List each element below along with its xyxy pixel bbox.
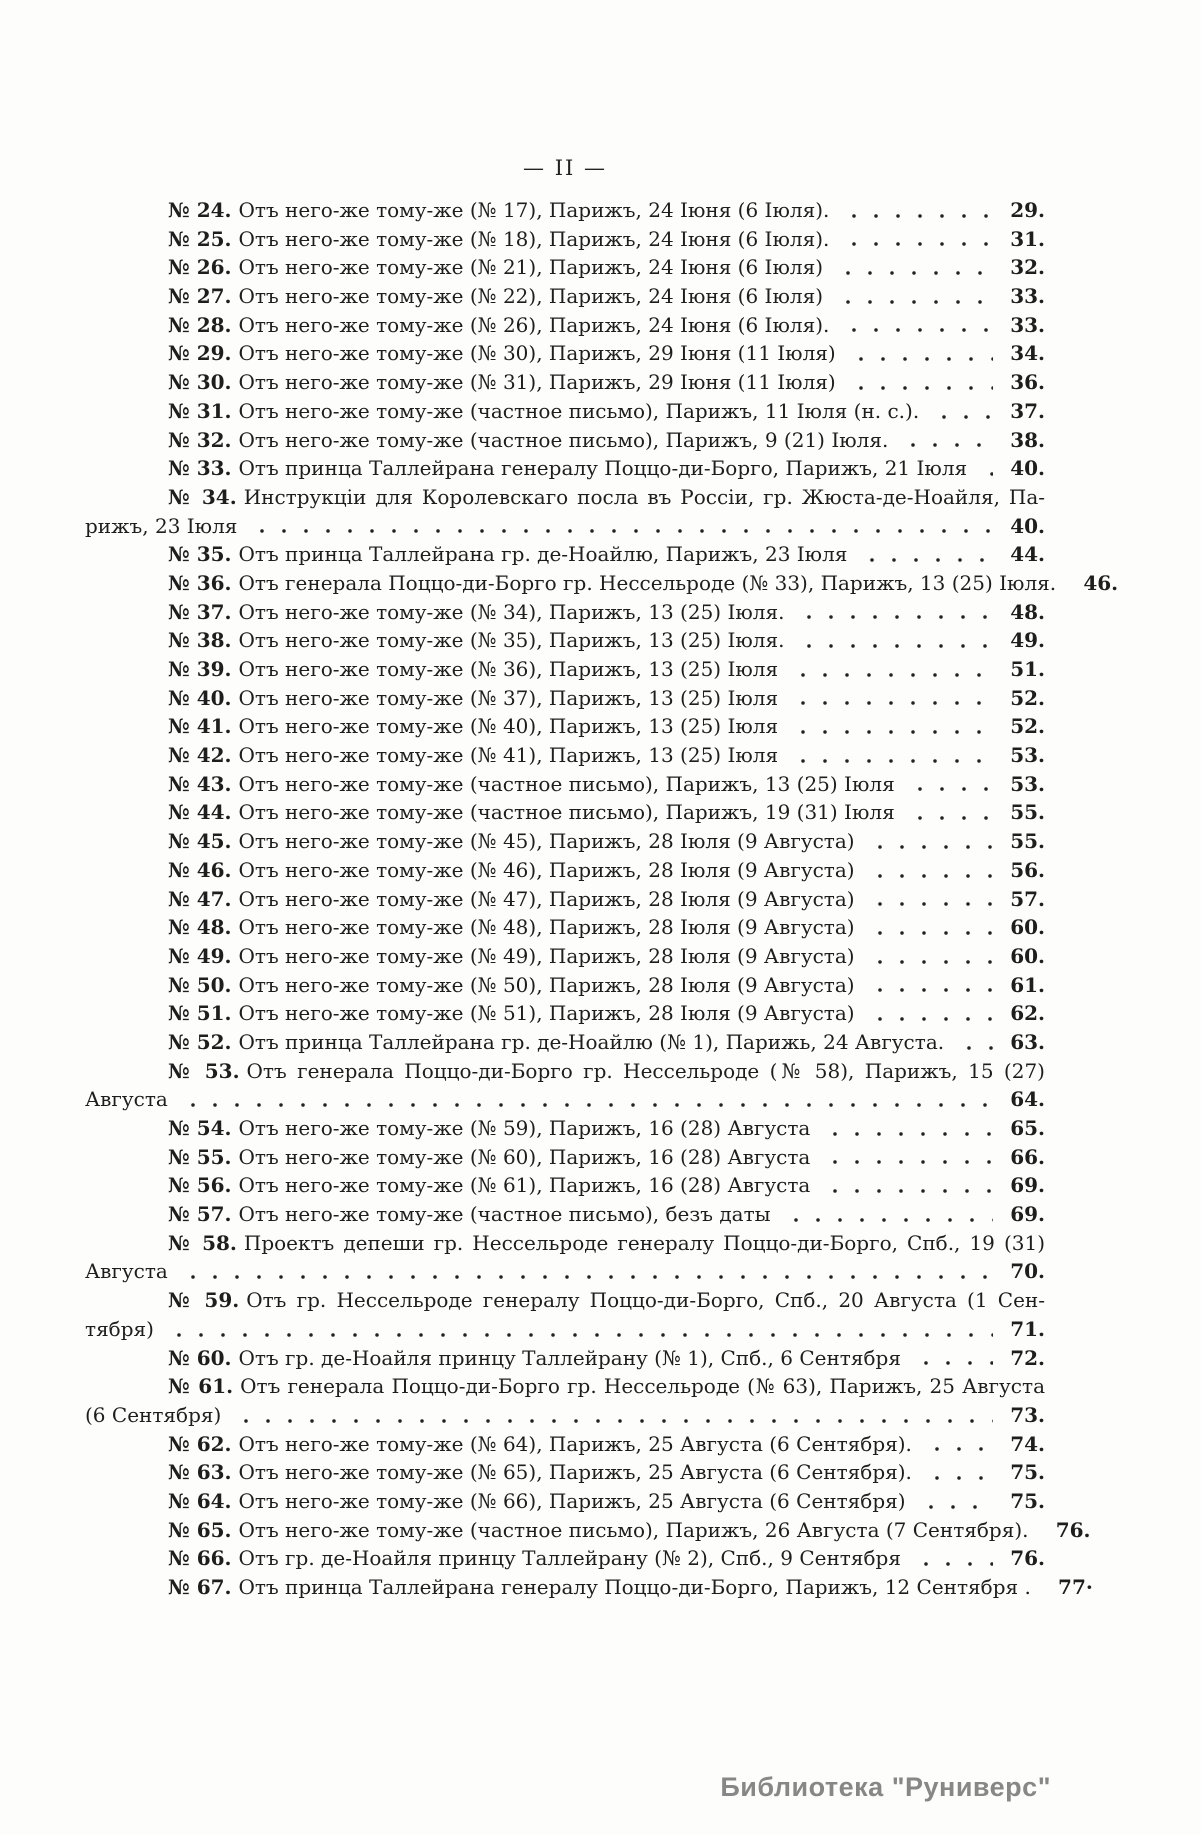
- entry-text: Отъ него-же тому-же (№ 51), Парижъ, 28 Іюля (9 Августа): [238, 1001, 855, 1026]
- entry-text: Отъ него-же тому-же (№ 36), Парижъ, 13 (25) Іюля: [238, 657, 779, 681]
- entry-text: Проектъ депеши гр. Нессельроде генералу Поццо-ди-Борго, Спб., 19 (31): [243, 1230, 1045, 1255]
- toc-entry: [85, 999, 1045, 1028]
- entry-number: № 55.: [168, 1144, 232, 1169]
- page-number: 62.: [1010, 1001, 1045, 1026]
- entry-number: № 36.: [168, 570, 232, 595]
- entry-text: Отъ него-же тому-же (частное письмо), Парижъ, 13 (25) Іюля: [238, 771, 895, 796]
- toc-entry: [85, 1114, 1045, 1143]
- entry-number: № 28.: [168, 312, 232, 337]
- entry-number: № 60.: [168, 1345, 232, 1370]
- entry-number: № 53.: [168, 1058, 240, 1083]
- dot-leader: [820, 1143, 993, 1172]
- page-number: 61.: [1010, 972, 1045, 997]
- entry-text: Отъ него-же тому-же (№ 66), Парижъ, 25 Августа (6 Сентября): [238, 1488, 906, 1513]
- entry-text: Отъ него-же тому-же (№ 60), Парижъ, 16 (28) Августа: [238, 1144, 811, 1169]
- entry-text: Отъ гр. де-Ноайля принцу Таллейрану (№ 2), Спб., 9 Сентября: [238, 1546, 901, 1571]
- dot-leader: [839, 311, 993, 340]
- toc-entry: [85, 1200, 1045, 1229]
- page-number: 40.: [1010, 513, 1045, 538]
- dot-leader: [954, 1028, 993, 1057]
- dot-leader: [916, 1487, 993, 1516]
- page-number: 49.: [1010, 628, 1045, 653]
- toc-entry: [85, 1430, 1045, 1459]
- toc-list: [85, 196, 1119, 1602]
- page-number: 65.: [1010, 1116, 1045, 1140]
- toc-entry: [85, 798, 1045, 827]
- dot-leader: [929, 397, 993, 426]
- entry-number: № 41.: [168, 714, 232, 739]
- dot-leader: [911, 1544, 993, 1573]
- entry-number: № 30.: [168, 370, 232, 395]
- page-number: 76.: [1055, 1517, 1091, 1542]
- page-number: 74.: [1010, 1431, 1045, 1456]
- page-number: 55.: [1010, 829, 1045, 854]
- entry-number: № 62.: [168, 1431, 232, 1456]
- dot-leader: [833, 253, 993, 282]
- toc-entry: [85, 311, 1045, 340]
- page-number: 44.: [1010, 542, 1045, 567]
- page-number: 76.: [1010, 1546, 1045, 1571]
- entry-text: Отъ него-же тому-же (частное письмо), безъ даты: [238, 1202, 771, 1227]
- dot-leader: [164, 1315, 993, 1344]
- entry-text: Отъ него-же тому-же (№ 65), Парижъ, 25 Августа (6 Сентября).: [238, 1460, 912, 1485]
- dot-leader: [788, 655, 993, 684]
- page-number: 31.: [1010, 226, 1045, 251]
- entry-text: Отъ него-же тому-же (№ 40), Парижъ, 13 (25) Іюля: [238, 714, 779, 739]
- toc-entry: [85, 196, 1045, 225]
- page-number: 73.: [1010, 1402, 1045, 1427]
- entry-number: № 26.: [168, 255, 232, 280]
- page-number: 64.: [1010, 1087, 1045, 1112]
- entry-continuation-text: рижъ, 23 Іюля: [85, 513, 238, 538]
- page-number: 66.: [1010, 1144, 1045, 1169]
- toc-entry: [85, 1344, 1045, 1373]
- toc-entry: [85, 1171, 1045, 1200]
- toc-entry: [85, 253, 1045, 282]
- toc-entry: [85, 483, 1045, 512]
- page-number: 46.: [1083, 570, 1119, 595]
- page-number: 69.: [1010, 1202, 1045, 1227]
- entry-text: Отъ него-же тому-же (№ 47), Парижъ, 28 Іюля (9 Августа): [238, 886, 855, 911]
- page-number: 40.: [1010, 456, 1045, 481]
- toc-entry: [85, 1372, 1045, 1401]
- page-number: 71.: [1010, 1316, 1045, 1341]
- entry-number: № 52.: [168, 1029, 232, 1054]
- toc-entry: [85, 827, 1045, 856]
- page-number: 69.: [1010, 1173, 1045, 1198]
- entry-number: № 38.: [168, 628, 232, 653]
- entry-number: № 34.: [168, 484, 237, 509]
- dot-leader: [839, 225, 993, 254]
- entry-text: Отъ него-же тому-же (№ 22), Парижъ, 24 Іюня (6 Іюля): [238, 284, 823, 309]
- dot-leader: [905, 770, 993, 799]
- entry-text: Отъ него-же тому-же (№ 37), Парижъ, 13 (25) Іюля: [238, 685, 779, 710]
- page-number: 52.: [1010, 685, 1045, 710]
- toc-entry: [85, 913, 1045, 942]
- toc-entry: [85, 1057, 1045, 1086]
- entry-number: № 24.: [168, 198, 232, 222]
- page-number: 60.: [1010, 915, 1045, 940]
- entry-number: № 44.: [168, 800, 232, 825]
- page-number: 55.: [1010, 800, 1045, 825]
- entry-text: Отъ него-же тому-же (№ 30), Парижъ, 29 Іюня (11 Іюля): [238, 341, 836, 366]
- entry-text: Инструкціи для Королевскаго посла въ Россіи, гр. Жюста-де-Ноайля, Па-: [243, 484, 1045, 509]
- toc-entry: [85, 569, 1119, 598]
- entry-number: № 48.: [168, 915, 232, 940]
- dot-leader: [865, 999, 993, 1028]
- entry-number: № 32.: [168, 427, 232, 452]
- entry-text: Отъ него-же тому-же (№ 26), Парижъ, 24 Іюня (6 Іюля).: [238, 312, 830, 337]
- entry-text: Отъ него-же тому-же (частное письмо), Парижъ, 19 (31) Іюля: [238, 800, 895, 825]
- dot-leader: [820, 1171, 993, 1200]
- entry-text: Отъ него-же тому-же (№ 45), Парижъ, 28 Іюля (9 Августа): [238, 829, 855, 854]
- dot-leader: [922, 1430, 993, 1459]
- toc-entry: [85, 1516, 1091, 1545]
- entry-text: Отъ него-же тому-же (№ 35), Парижъ, 13 (25) Іюля.: [238, 628, 785, 653]
- entry-number: № 39.: [168, 657, 232, 681]
- page-number: 57.: [1010, 886, 1045, 911]
- entry-number: № 46.: [168, 857, 232, 882]
- entry-number: № 27.: [168, 284, 232, 309]
- dot-leader: [865, 885, 993, 914]
- entry-number: № 57.: [168, 1202, 232, 1227]
- entry-continuation-text: Августа: [85, 1087, 168, 1112]
- dot-leader: [178, 1257, 993, 1286]
- dot-leader: [833, 282, 993, 311]
- entry-number: № 59.: [168, 1288, 240, 1313]
- entry-text: Отъ него-же тому-же (частное письмо), Парижъ, 9 (21) Іюля.: [238, 427, 889, 452]
- entry-text: Отъ него-же тому-же (№ 34), Парижъ, 13 (25) Іюля.: [238, 599, 785, 624]
- page-number: 33.: [1010, 284, 1045, 309]
- page-number: 56.: [1010, 857, 1045, 882]
- toc-entry: [85, 540, 1045, 569]
- toc-entry: [85, 339, 1045, 368]
- dot-leader: [922, 1458, 993, 1487]
- entry-number: № 37.: [168, 599, 232, 624]
- entry-number: № 56.: [168, 1173, 232, 1198]
- toc-entry: [85, 1229, 1045, 1258]
- toc-entry-continuation: [85, 1315, 1045, 1344]
- dot-leader: [820, 1114, 993, 1143]
- entry-text: Отъ него-же тому-же (№ 64), Парижъ, 25 Августа (6 Сентября).: [238, 1431, 912, 1456]
- toc-entry: [85, 856, 1045, 885]
- toc-entry: [85, 684, 1045, 713]
- dot-leader: [231, 1401, 993, 1430]
- dot-leader: [788, 684, 993, 713]
- entry-text: Отъ него-же тому-же (№ 49), Парижъ, 28 Іюля (9 Августа): [238, 943, 855, 968]
- dot-leader: [865, 856, 993, 885]
- entry-number: № 54.: [168, 1116, 232, 1140]
- toc-entry: [85, 225, 1045, 254]
- entry-number: № 47.: [168, 886, 232, 911]
- toc-entry: [85, 1458, 1045, 1487]
- page-number: 52.: [1010, 714, 1045, 739]
- entry-number: № 40.: [168, 685, 232, 710]
- dot-leader: [247, 512, 993, 541]
- toc-entry: [85, 1143, 1045, 1172]
- entry-number: № 66.: [168, 1546, 232, 1571]
- entry-number: № 65.: [168, 1517, 232, 1542]
- toc-entry: [85, 1286, 1045, 1315]
- dot-leader: [794, 626, 993, 655]
- toc-entry: [85, 655, 1045, 684]
- entry-continuation-text: Августа: [85, 1259, 168, 1284]
- toc-entry-continuation: [85, 1401, 1045, 1430]
- page-number: 53.: [1010, 771, 1045, 796]
- page-number: 70.: [1010, 1259, 1045, 1284]
- toc-entry: [85, 368, 1045, 397]
- page-number: 34.: [1010, 341, 1045, 366]
- entry-text: Отъ принца Таллейрана гр. де-Ноайлю, Парижъ, 23 Іюля: [238, 542, 848, 567]
- toc-entry-continuation: [85, 512, 1045, 541]
- toc-entry: [85, 885, 1045, 914]
- toc-entry: [85, 1487, 1045, 1516]
- dot-leader: [839, 196, 993, 225]
- entry-text: Отъ принца Таллейрана генералу Поццо-ди-Борго, Парижъ, 21 Іюля: [238, 456, 968, 481]
- toc-entry: [85, 454, 1045, 483]
- toc-entry: [85, 598, 1045, 627]
- dot-leader: [846, 339, 993, 368]
- toc-entry: [85, 426, 1045, 455]
- entry-number: № 49.: [168, 943, 232, 968]
- toc-entry: [85, 626, 1045, 655]
- entry-text: Отъ генерала Поццо-ди-Борго гр. Нессельроде (№ 63), Парижъ, 25 Августа: [240, 1374, 1045, 1399]
- dot-leader: [865, 913, 993, 942]
- dot-leader: [865, 971, 993, 1000]
- entry-number: № 25.: [168, 226, 232, 251]
- entry-text: Отъ него-же тому-же (№ 61), Парижъ, 16 (28) Августа: [238, 1173, 811, 1198]
- page-number: 38.: [1010, 427, 1045, 452]
- entry-number: № 42.: [168, 743, 232, 768]
- toc-entry-continuation: [85, 1257, 1045, 1286]
- dot-leader: [178, 1085, 993, 1114]
- toc-entry-continuation: [85, 1085, 1045, 1114]
- toc-entry: [85, 942, 1045, 971]
- dot-leader: [865, 942, 993, 971]
- entry-number: № 31.: [168, 398, 232, 423]
- entry-text: Отъ гр. Нессельроде генералу Поццо-ди-Борго, Спб., 20 Августа (1 Сен-: [246, 1288, 1045, 1313]
- toc-entry: [85, 1028, 1045, 1057]
- entry-text: Отъ гр. де-Ноайля принцу Таллейрану (№ 1), Спб., 6 Сентября: [238, 1345, 901, 1370]
- toc-entry: [85, 712, 1045, 741]
- toc-entry: [85, 1544, 1045, 1573]
- entry-number: № 61.: [168, 1374, 234, 1399]
- toc-entry: [85, 971, 1045, 1000]
- entry-text: Отъ него-же тому-же (№ 17), Парижъ, 24 Іюня (6 Іюля).: [238, 198, 830, 222]
- dot-leader: [898, 426, 993, 455]
- page-number: 48.: [1010, 599, 1045, 624]
- entry-text: Отъ генерала Поццо-ди-Борго гр. Нессельроде (№ 33), Парижъ, 13 (25) Іюля.: [238, 570, 1057, 595]
- entry-text: Отъ него-же тому-же (№ 48), Парижъ, 28 Іюля (9 Августа): [238, 915, 855, 940]
- entry-number: № 43.: [168, 771, 232, 796]
- toc-entry: [85, 282, 1045, 311]
- page-number: 33.: [1010, 312, 1045, 337]
- toc-entry: [85, 397, 1045, 426]
- page-number: 29.: [1010, 198, 1045, 222]
- entry-text: Отъ него-же тому-же (№ 59), Парижъ, 16 (28) Августа: [238, 1116, 811, 1140]
- page-number: 63.: [1010, 1029, 1045, 1054]
- entry-text: Отъ принца Таллейрана генералу Поццо-ди-Борго, Парижъ, 12 Сентября .: [238, 1575, 1031, 1599]
- page-number: 75.: [1010, 1460, 1045, 1485]
- entry-text: Отъ него-же тому-же (№ 31), Парижъ, 29 Іюня (11 Іюля): [238, 370, 836, 395]
- entry-continuation-text: тября): [85, 1316, 154, 1341]
- page-header: — II —: [523, 156, 607, 180]
- entry-number: № 35.: [168, 542, 232, 567]
- entry-text: Отъ генерала Поццо-ди-Борго гр. Нессельроде (№ 58), Парижъ, 15 (27): [246, 1058, 1045, 1083]
- entry-text: Отъ него-же тому-же (частное письмо), Парижъ, 26 Августа (7 Сентября).: [238, 1517, 1029, 1542]
- page-number: 53.: [1010, 743, 1045, 768]
- dot-leader: [846, 368, 993, 397]
- toc-entry: [85, 741, 1045, 770]
- dot-leader: [788, 741, 993, 770]
- page-number: 75.: [1010, 1488, 1045, 1513]
- library-watermark: Библиотека "Руниверс": [720, 1772, 1051, 1802]
- entry-number: № 51.: [168, 1001, 232, 1026]
- entry-text: Отъ него-же тому-же (№ 18), Парижъ, 24 Іюня (6 Іюля).: [238, 226, 830, 251]
- entry-text: Отъ него-же тому-же (№ 41), Парижъ, 13 (25) Іюля: [238, 743, 779, 768]
- dot-leader: [865, 827, 993, 856]
- page-number: 77·: [1058, 1575, 1093, 1599]
- entry-number: № 50.: [168, 972, 232, 997]
- entry-text: Отъ него-же тому-же (№ 46), Парижъ, 28 Іюля (9 Августа): [238, 857, 855, 882]
- entry-text: Отъ него-же тому-же (№ 21), Парижъ, 24 Іюня (6 Іюля): [238, 255, 823, 280]
- page-number: 51.: [1010, 657, 1045, 681]
- page-number: 32.: [1010, 255, 1045, 280]
- dot-leader: [905, 798, 993, 827]
- entry-text: Отъ него-же тому-же (№ 50), Парижъ, 28 Іюля (9 Августа): [238, 972, 855, 997]
- entry-number: № 45.: [168, 829, 232, 854]
- entry-number: № 33.: [168, 456, 232, 481]
- dot-leader: [977, 454, 993, 483]
- entry-number: № 58.: [168, 1230, 237, 1255]
- entry-text: Отъ него-же тому-же (частное письмо), Парижъ, 11 Іюля (н. с.).: [238, 398, 920, 423]
- entry-number: № 29.: [168, 341, 232, 366]
- toc-entry: [85, 1573, 1093, 1602]
- toc-entry: [85, 770, 1045, 799]
- entry-number: № 67.: [168, 1575, 232, 1599]
- page-number: 36.: [1010, 370, 1045, 395]
- entry-text: Отъ принца Таллейрана гр. де-Ноайлю (№ 1), Парижь, 24 Августа.: [238, 1029, 945, 1054]
- page-number: 72.: [1010, 1345, 1045, 1370]
- dot-leader: [788, 712, 993, 741]
- entry-continuation-text: (6 Сентября): [85, 1402, 222, 1427]
- dot-leader: [857, 540, 993, 569]
- page-number: 37.: [1010, 398, 1045, 423]
- dot-leader: [781, 1200, 993, 1229]
- page-number: 60.: [1010, 943, 1045, 968]
- dot-leader: [794, 598, 993, 627]
- entry-number: № 64.: [168, 1488, 232, 1513]
- entry-number: № 63.: [168, 1460, 232, 1485]
- dot-leader: [911, 1344, 993, 1373]
